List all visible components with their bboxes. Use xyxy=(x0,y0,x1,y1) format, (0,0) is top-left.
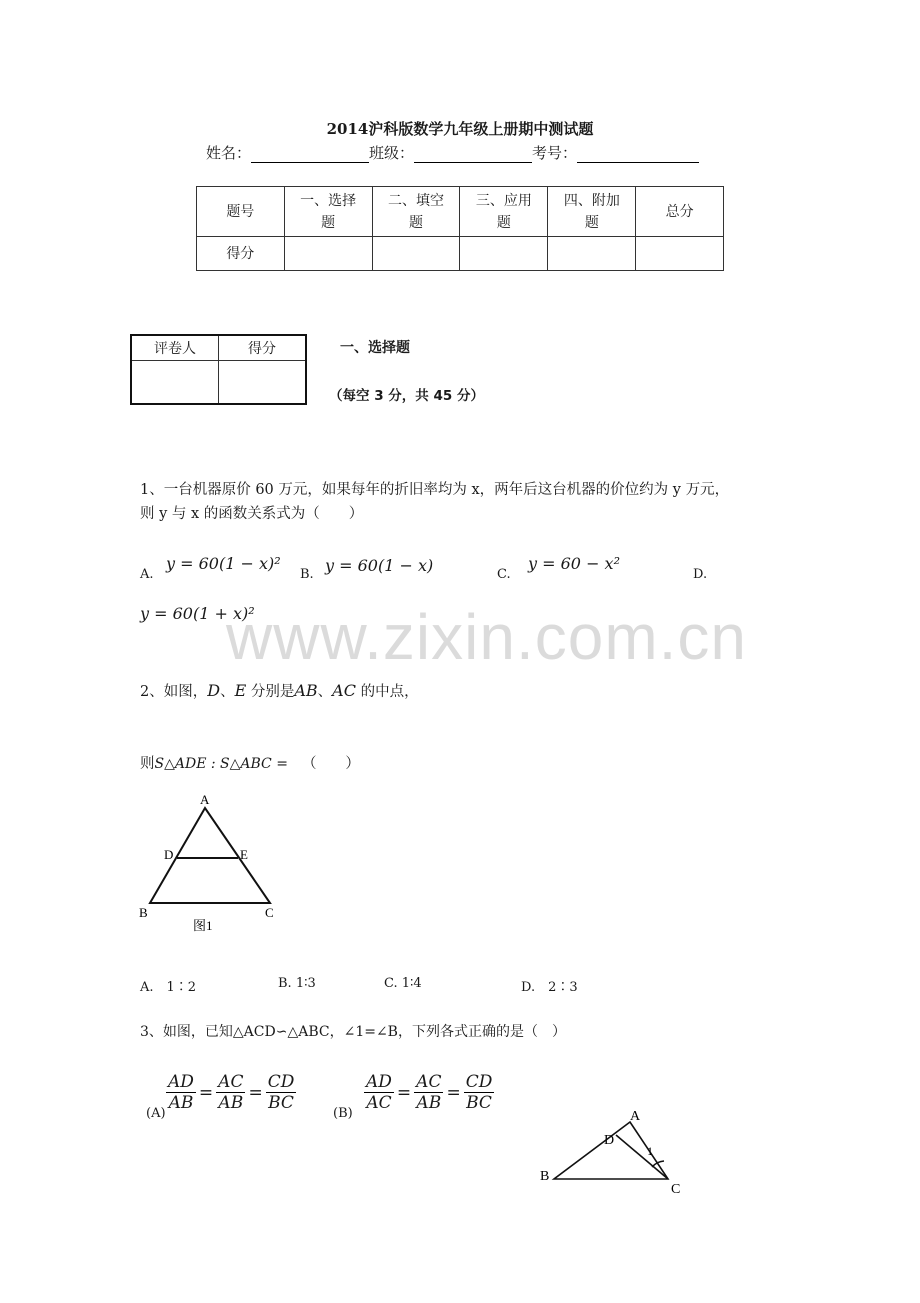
q1-option-d-expr: y = 60(1 + x)² xyxy=(140,604,255,623)
q1-option-c-expr: y = 60 − x² xyxy=(528,554,620,573)
q3-b-frac3: $\frac{CD}{BC}$ xyxy=(465,1072,493,1113)
grader-score-cell[interactable] xyxy=(219,360,307,404)
q2-option-d: D. 2∶3 xyxy=(521,980,578,995)
score-cell[interactable] xyxy=(284,237,372,271)
score-header-cell: 二、填空 题 xyxy=(372,187,460,237)
score-cell[interactable] xyxy=(372,237,460,271)
q2-option-a: A. 1∶2 xyxy=(140,980,197,995)
q3-option-b-label: (B) xyxy=(333,1106,353,1121)
watermark: www.zixin.com.cn xyxy=(226,601,747,673)
q3-b-frac1: $\frac{AD}{AC}$ xyxy=(366,1072,392,1113)
q1-option-b-label: B. xyxy=(300,567,314,582)
score-header-cell: 题号 xyxy=(197,187,285,237)
score-cell[interactable] xyxy=(460,237,548,271)
fig1-label-d: D xyxy=(164,847,174,862)
q1-option-c-label: C. xyxy=(497,567,511,582)
grader-cell[interactable] xyxy=(131,360,219,404)
q2-option-c: C. 1∶4 xyxy=(384,976,422,991)
page-title: 2014沪科版数学九年级上册期中测试题 xyxy=(326,120,594,138)
fig3-label-a: A xyxy=(630,1109,641,1124)
score-table-header-row xyxy=(197,187,724,237)
fig1-label-c: C xyxy=(265,905,274,920)
figure-1-triangle xyxy=(138,790,288,940)
q1-text-line2: 则 y 与 x 的函数关系式为（ ） xyxy=(140,506,364,522)
score-row-label: 得分 xyxy=(197,237,285,271)
class-field[interactable] xyxy=(414,148,532,163)
name-field[interactable] xyxy=(251,148,369,163)
q1-option-b-expr: y = 60(1 − x) xyxy=(325,556,434,575)
q1-option-a-expr: y = 60(1 − x)² xyxy=(166,554,281,573)
q1-text-line1: 1、一台机器原价 60 万元，如果每年的折旧率均为 x，两年后这台机器的价位约为 y 万元， xyxy=(140,482,730,498)
q3-a-frac2: $\frac{AC}{AB}$ xyxy=(218,1072,244,1113)
name-label: 姓名： xyxy=(206,144,252,162)
number-field[interactable] xyxy=(577,148,699,163)
score-header-cell: 三、应用 题 xyxy=(460,187,548,237)
q3-option-a-label: (A) xyxy=(146,1106,166,1121)
fig1-label-b: B xyxy=(139,905,148,920)
fig3-label-c: C xyxy=(671,1182,681,1197)
score-header-cell: 一、选择 题 xyxy=(284,187,372,237)
score-table-score-row xyxy=(197,237,724,271)
q2-option-b: B. 1∶3 xyxy=(278,976,316,991)
fig1-caption: 图1 xyxy=(193,918,213,933)
q1-option-a-label: A. xyxy=(140,567,154,582)
fig3-label-b: B xyxy=(540,1169,550,1184)
grader-table xyxy=(130,334,307,405)
student-info-line xyxy=(206,142,699,163)
q3-text: 3、如图，已知△ACD∽△ABC，∠1=∠B，下列各式正确的是（ ） xyxy=(140,1024,566,1040)
score-header-cell: 总分 xyxy=(636,187,724,237)
q3-option-b-formula: $\frac{AD}{AC}$ = $\frac{AC}{AB}$ = $\frac{CD}{BC}$ xyxy=(366,1072,493,1113)
q1-option-d-label: D. xyxy=(693,567,708,582)
fig1-label-a: A xyxy=(200,792,210,807)
number-label: 考号： xyxy=(532,144,578,162)
fig3-angle-label: 1 xyxy=(647,1144,653,1158)
grader-score-header: 得分 xyxy=(219,335,307,360)
score-header-cell: 四、附加 题 xyxy=(548,187,636,237)
q2-text-line1: 2、如图，D、E 分别是AB、AC 的中点， xyxy=(140,681,419,700)
section-note: （每空 3 分，共 45 分） xyxy=(329,388,484,404)
q3-b-frac2: $\frac{AC}{AB}$ xyxy=(416,1072,442,1113)
score-table xyxy=(196,186,724,271)
section-title: 一、选择题 xyxy=(340,340,410,356)
q2-text-line2: 则S△ADE : S△ABC = （ ） xyxy=(140,756,360,772)
figure-3-triangle xyxy=(536,1100,696,1200)
fig1-label-e: E xyxy=(240,847,248,862)
class-label: 班级： xyxy=(369,144,415,162)
score-cell[interactable] xyxy=(548,237,636,271)
grader-header: 评卷人 xyxy=(131,335,219,360)
q3-option-a-formula: $\frac{AD}{AB}$ = $\frac{AC}{AB}$ = $\frac{CD}{BC}$ xyxy=(168,1072,295,1113)
q3-a-frac3: $\frac{CD}{BC}$ xyxy=(267,1072,295,1113)
q3-a-frac1: $\frac{AD}{AB}$ xyxy=(168,1072,194,1113)
fig3-label-d: D xyxy=(604,1133,615,1148)
score-cell[interactable] xyxy=(636,237,724,271)
